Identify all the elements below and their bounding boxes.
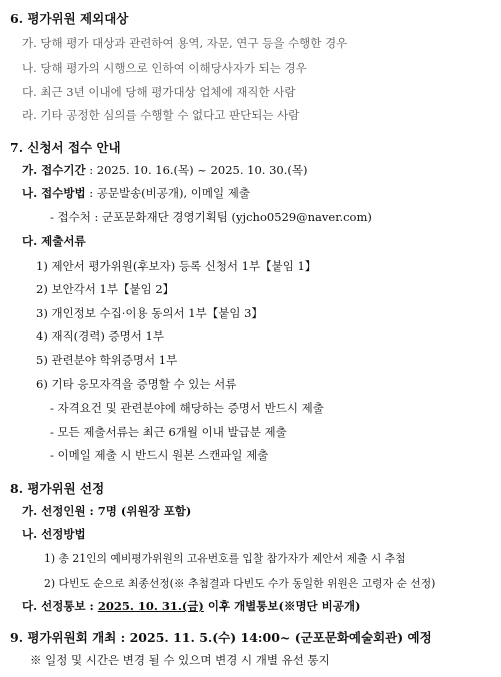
exclusion-item-1: 가. 당해 평가 대상과 관련하여 용역, 자문, 연구 등을 수행한 경우 — [22, 36, 348, 50]
selection-method-1: 1) 총 21인의 예비평가위원의 고유번호를 입찰 참가자가 제안서 제출 시 추첨 — [44, 552, 406, 565]
period-label: 가. 접수기간 — [22, 163, 86, 177]
section-7-title: 7. 신청서 접수 안내 — [10, 140, 121, 155]
selection-method-title: 나. 선정방법 — [22, 527, 86, 541]
period-value: : 2025. 10. 16.(목) ~ 2025. 10. 30.(목) — [85, 163, 308, 177]
recipient-line: - 접수처 : 군포문화재단 경영기획팀 (yjcho0529@naver.com) — [50, 210, 372, 224]
method-label: 나. 접수방법 — [22, 186, 86, 200]
doc-item-4: 4) 재직(경력) 증명서 1부 — [36, 329, 164, 343]
notice-line — [22, 598, 360, 615]
docs-title: 다. 제출서류 — [22, 234, 86, 248]
section-8-title: 8. 평가위원 선정 — [10, 481, 105, 496]
selection-method-2: 2) 다빈도 순으로 최종선정(※ 추첨결과 다빈도 수가 동일한 위원은 고령자 순 선정) — [44, 577, 436, 590]
selection-count: 가. 선정인원 : 7명 (위원장 포함) — [22, 504, 192, 518]
doc-item-5: 5) 관련분야 학위증명서 1부 — [36, 353, 178, 367]
notice-rest: 이후 개별통보(※명단 비공개) — [203, 599, 361, 613]
section-9-title: 9. 평가위원회 개최 : 2025. 11. 5.(수) 14:00~ (군포문화예술회관) 예정 — [10, 630, 432, 645]
notice-label: 다. 선정통보 : — [22, 599, 98, 613]
section-9-note: ※ 일정 및 시간은 변경 될 수 있으며 변경 시 개별 유선 통지 — [30, 653, 330, 667]
exclusion-item-3: 다. 최근 3년 이내에 당해 평가대상 업체에 재직한 사람 — [22, 85, 296, 99]
doc-note-1: - 자격요건 및 관련분야에 해당하는 증명서 반드시 제출 — [50, 401, 324, 415]
exclusion-item-4: 라. 기타 공정한 심의를 수행할 수 없다고 판단되는 사람 — [22, 108, 300, 122]
method-value: : 공문발송(비공개), 이메일 제출 — [85, 186, 250, 200]
doc-note-2: - 모든 제출서류는 최근 6개월 이내 발급분 제출 — [50, 425, 287, 439]
period-line — [22, 162, 307, 179]
doc-item-6: 6) 기타 응모자격을 증명할 수 있는 서류 — [36, 377, 237, 391]
section-6-title: 6. 평가위원 제외대상 — [10, 11, 129, 26]
doc-note-3: - 이메일 제출 시 반드시 원본 스캔파일 제출 — [50, 448, 269, 462]
doc-item-3: 3) 개인정보 수집·이용 동의서 1부【붙임 3】 — [36, 306, 263, 320]
doc-item-1: 1) 제안서 평가위원(후보자) 등록 신청서 1부【붙임 1】 — [36, 259, 317, 273]
exclusion-item-2: 나. 당해 평가의 시행으로 인하여 이해당사자가 되는 경우 — [22, 61, 307, 75]
notice-date: 2025. 10. 31.(금) — [97, 599, 204, 613]
method-line — [22, 185, 250, 202]
doc-item-2: 2) 보안각서 1부【붙임 2】 — [36, 282, 175, 296]
